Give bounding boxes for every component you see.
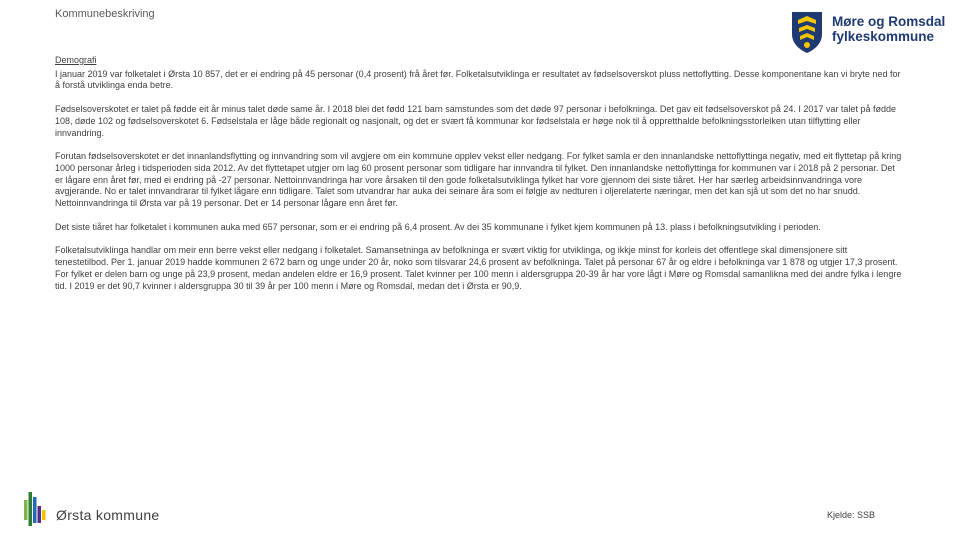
paragraph: Det siste tiåret har folketalet i kommunen auka med 657 personar, som er ei endring på 6,4 prosent. Av dei 35 kommunane i fylket kjem kommunen på 13. plass i befolkningsutvikling i perioden. xyxy=(55,221,821,232)
logo-line-2: fylkeskommune xyxy=(832,29,935,44)
section-title: Demografi xyxy=(55,55,97,65)
municipality-bars-logo-icon xyxy=(24,492,46,526)
paragraph: I januar 2019 var folketalet i Ørsta 10 857, det er ei endring på 45 personar (0,4 prosent) frå året før. Folketalsutviklinga er resultatet av fødselsoverskot pluss nettoflytting. Desse komponentane kan vi bryte ned for å forstå utviklinga enda betre. xyxy=(55,68,901,91)
paragraph: Fødselsoverskotet er talet på fødde eit år minus talet døde same år. I 2018 blei det fødd 121 barn samstundes som det døde 97 personar i befolkninga. Det gav eit fødselsoverskot på 24. I 2017 var talet på fødde 108, døde 102 og fødselsoverskotet 6. Fødselstala er låge både regionalt og nasjonalt, og det er svært få kommunar kor fødselstala er høge nok til å oppretthalde befolkningsstorleiken utan tilflytting eller innvandring. xyxy=(55,104,896,138)
footer-org-name: Ørsta kommune xyxy=(56,507,160,523)
main-content xyxy=(55,55,903,304)
county-coat-of-arms-icon xyxy=(790,10,824,54)
paragraph: Forutan fødselsoverskotet er det innanlandsflytting og innvandring som vil avgjere om ein kommune opplev vekst eller nedgang. For fylket samla er den innanlandske nettoflyttinga negativ, med eit flyttetap på kring 1000 personar årleg i tidsperioden sida 2012. Av det flyttetapet utgjer om lag 60 prosent personar som tidligare har innvandra til fylket. Den innanlandske nettoflyttinga for kommunen var i 2018 på 2 personar. Det er lågare enn året før, med ei endring på -27 personar. Nettoinnvandringa har vore årsaken til den gode folketalsutviklinga fylket har vore gjennom dei siste tiåret. Her har særleg arbeidsinnvandringa vore avgjerande. No er talet innvandrarar til fylket lågare enn tidligare. Talet som utvandrar har auka dei seinare åra som ei følgje av nedturen i oljerelaterte næringar, men det kan sjå ut som det no har snudd. Nettoinnvandringa til Ørsta var på 19 personar. Det er 14 personar lågare enn året før. xyxy=(55,151,902,209)
document-header-label: Kommunebeskriving xyxy=(55,8,155,20)
footer-source: Kjelde: SSB xyxy=(827,510,876,520)
paragraph: Folketalsutviklinga handlar om meir enn berre vekst eller nedgang i folketalet. Samansetninga av befolkninga er svært viktig for utviklinga, og ikkje minst for korleis det offentlege skal dimensjonere sitt tenestetilbod. Per 1. januar 2019 hadde kommunen 2 672 barn og unge under 20 år, noko som tilsvarar 24,6 prosent av befolkninga. Talet på personar 67 år og eldre i befolkninga var 1 878 og utgjer 17,3 prosent. For fylket er delen barn og unge på 23,9 prosent, medan andelen eldre er 16,9 prosent. Talet kvinner per 100 menn i aldersgruppa 20-39 år har vore lågt i Møre og Romsdal samanlikna med dei andre fylka i lengre tid. I 2019 er det 90,7 kvinner i aldersgruppa 30 til 39 år per 100 menn i Møre og Romsdal, medan det i Ørsta er 90,9. xyxy=(55,245,902,291)
logo-line-1: Møre og Romsdal xyxy=(832,14,946,29)
county-logo xyxy=(790,10,946,56)
